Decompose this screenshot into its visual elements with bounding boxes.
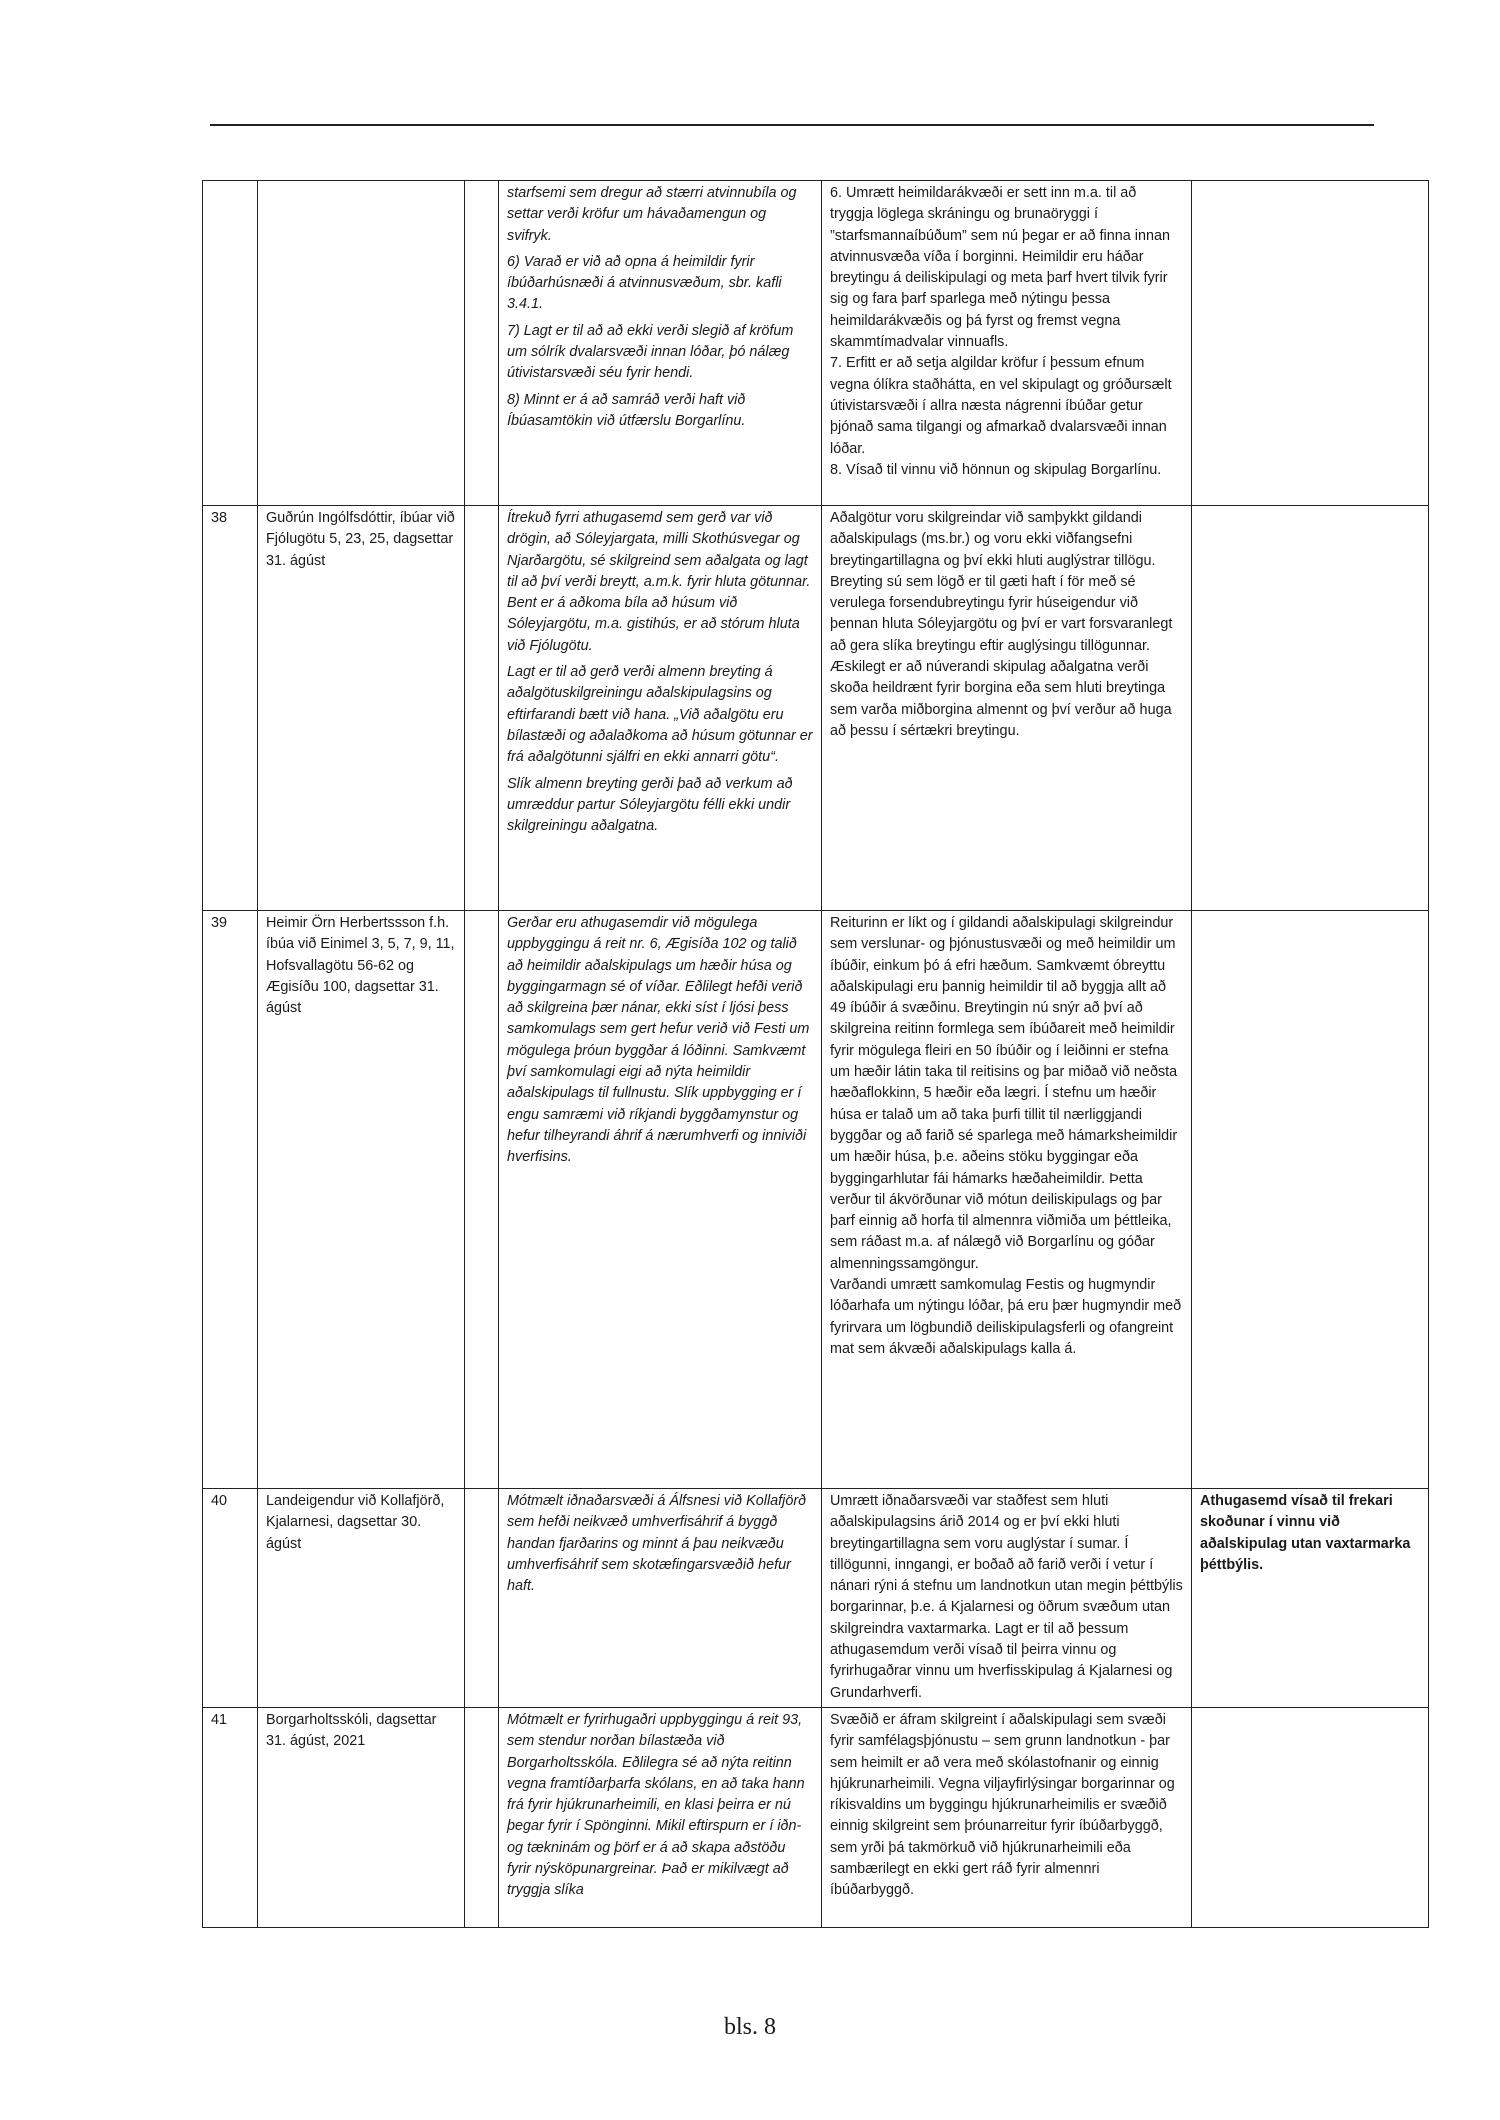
- answer-text: Æskilegt er að núverandi skipulag aðalgatna verði skoða heildrænt fyrir borgina eða sem hluti breytinga sem varða miðborgina almennt og því verður að huga að þessu í sértækri breytingu.: [830, 659, 1172, 739]
- comment-text: 6) Varað er við að opna á heimildir fyrir íbúðarhúsnæði á atvinnusvæðum, sbr. kafli 3.4.1.: [507, 253, 782, 313]
- answer-text: Varðandi umrætt samkomulag Festis og hugmyndir lóðarhafa um nýtingu lóðar, þá eru þær hugmyndir með fyrirvara um lögbundið deiliskipulagsferli og ofangreint mat sem ákvæði aðalskipulags kalla á.: [830, 1277, 1182, 1357]
- answer-cell: [822, 181, 1192, 506]
- answer-text: Reiturinn er líkt og í gildandi aðalskipulagi skilgreindur sem verslunar- og þjónustusvæði og með heimildir um íbúðir, einkum þó á efri hæðum. Samkvæmt óbreyttu aðalskipulagi eru þannig heimildir til að byggja allt að 49 íbúðir á svæðinu. Breytingin nú snýr að því að skilgreina reitinn formlega sem íbúðareit með heimildir fyrir mögulega fleiri en 50 íbúðir og í leiðinni er stefna um hæðir látin taka til reitisins og þar miðað við neðsta hæðaflokkinn, 5 hæðir eða lægri. Í stefnu um hæðir húsa er talað um að taka þurfi tillit til nærliggjandi byggðar og að farið sé sparlega með hámarksheimildir um hæðir húsa, þ.e. aðeins stöku byggingar eða byggingarhlutar fái hámarks hæðaheimildir. Þetta verður til ákvörðunar við mótun deiliskipulags og þar þarf einnig að horfa til almennra viðmiða um þéttleika, sem ráðast m.a. af nálægð við Borgarlínu og góðar almenningssamgöngur.: [830, 915, 1178, 1272]
- comment-text: Lagt er til að gerð verði almenn breyting á aðalgötuskilgreiningu aðalskipulagsins og eftirfarandi bætt við hana. „Við aðalgötu eru bílastæði og aðalaðkoma að húsum götunnar er frá aðalgötunni sjálfri en ekki annarri götu“.: [507, 664, 813, 766]
- comment-cell: [499, 1489, 822, 1708]
- answer-cell: [822, 506, 1192, 911]
- answer-cell: [822, 911, 1192, 1489]
- empty-column: [465, 1489, 499, 1708]
- comment-text: Ítrekuð fyrri athugasemd sem gerð var við drögin, að Sóleyjargata, milli Skothúsvegar og Njarðargötu, sé skilgreind sem aðalgata og lagt til að því verði breytt, a.m.k. fyrir hluta götunnar. Bent er á aðkoma bíla að húsum við Sóleyjargötu, m.a. gistihús, er að stórum hluta við Fjólugötu.: [507, 510, 811, 654]
- comments-table: [202, 180, 1429, 1928]
- table-row: [203, 1707, 1429, 1927]
- answer-text: Aðalgötur voru skilgreindar við samþykkt gildandi aðalskipulags (ms.br.) og voru ekki viðfangsefni breytingartillagna og því ekki hluti auglýstrar tillögu. Breyting sú sem lögð er til gæti haft í för með sé verulega forsendubreytingu fyrir húseigendur við þennan hluta Sóleyjargötu og því er vart forsvaranlegt að gera slíka breytingu eftir auglýsingu tillögunnar.: [830, 510, 1173, 654]
- conclusion-cell: Athugasemd vísað til frekari skoðunar í vinnu við aðalskipulag utan vaxtarmarka þéttbýlis.: [1192, 1489, 1429, 1708]
- comment-text: Gerðar eru athugasemdir við mögulega uppbyggingu á reit nr. 6, Ægisíða 102 og talið að heimildir aðalskipulags um hæðir húsa og byggingarmagn sé of víðar. Eðlilegt hefði verið að skilgreina þær nánar, ekki síst í ljósi þess samkomulags sem gert hefur verið við Festi um mögulega þróun byggðar á lóðinni. Samkvæmt því samkomulagi eigi að nýta heimildir aðalskipulags til fullnustu. Slík uppbygging er í engu samræmi við ríkjandi byggðamynstur og hefur tilheyrandi áhrif á nærumhverfi og inniviði hverfisins.: [507, 915, 810, 1166]
- empty-column: [465, 911, 499, 1489]
- comment-cell: [499, 506, 822, 911]
- answer-text: 7. Erfitt er að setja algildar kröfur í þessum efnum vegna ólíkra staðhátta, en vel skipulagt og gróðursælt útivistarsvæði í allra næsta nágrenni íbúðar getur þjónað sama tilgangi og afmarkað dvalarsvæði innan lóðar.: [830, 355, 1172, 457]
- row-number: 40: [203, 1489, 258, 1708]
- comment-text: Slík almenn breyting gerði það að verkum að umræddur partur Sóleyjargötu félli ekki undir skilgreiningu aðalgatna.: [507, 775, 793, 835]
- conclusion-cell: [1192, 506, 1429, 911]
- commenter-name: Borgarholtsskóli, dagsettar 31. ágúst, 2021: [258, 1707, 465, 1927]
- row-number: 39: [203, 911, 258, 1489]
- comment-cell: [499, 181, 822, 506]
- page-number: bls. 8: [723, 2014, 776, 2040]
- row-number: 41: [203, 1707, 258, 1927]
- row-number: [203, 181, 258, 506]
- comment-text: 7) Lagt er til að að ekki verði slegið af kröfum um sólrík dvalarsvæði innan lóðar, þó nálæg útivistarsvæði séu fyrir hendi.: [507, 322, 794, 382]
- answer-text: Svæðið er áfram skilgreint í aðalskipulagi sem svæði fyrir samfélagsþjónustu – sem grunn landnotkun - þar sem heimilt er að vera með skólastofnanir og einnig hjúkrunarheimili. Vegna viljayfirlýsingar borgarinnar og ríkisvaldins um byggingu hjúkrunarheimilis er svæðið einnig skilgreint sem þróunarreitur fyrir íbúðarbyggð, sem yrði þá takmörkuð við hjúkrunarheimili eða sambærilegt en ekki gert ráð fyrir almennri íbúðarbyggð.: [830, 1711, 1175, 1899]
- answer-cell: [822, 1489, 1192, 1708]
- commenter-name: Guðrún Ingólfsdóttir, íbúar við Fjólugötu 5, 23, 25, dagsettar 31. ágúst: [258, 506, 465, 911]
- empty-column: [465, 506, 499, 911]
- answer-text: 6. Umrætt heimildarákvæði er sett inn m.a. til að tryggja löglega skráningu og brunaöryggi í ”starfsmannaíbúðum” sem nú þegar er að finna innan atvinnusvæða víða í borginni. Heimildir eru háðar breytingu á deiliskipulagi og meta þarf hvert tilvik fyrir sig og fara þarf sparlega með nýtingu þessa heimildarákvæðis og þá fyrst og fremst vegna skammtímadvalar vinnuafls.: [830, 185, 1170, 351]
- answer-text: 8. Vísað til vinnu við hönnun og skipulag Borgarlínu.: [830, 461, 1162, 478]
- conclusion-cell: [1192, 1707, 1429, 1927]
- table-row: [203, 181, 1429, 506]
- table-row: [203, 1489, 1429, 1708]
- comment-text: starfsemi sem dregur að stærri atvinnubíla og settar verði kröfur um hávaðamengun og svifryk.: [507, 185, 797, 244]
- commenter-name: [258, 181, 465, 506]
- header-rule: [210, 124, 1374, 126]
- table-row: [203, 911, 1429, 1489]
- row-number: 38: [203, 506, 258, 911]
- empty-column: [465, 181, 499, 506]
- answer-cell: [822, 1707, 1192, 1927]
- comment-text: 8) Minnt er á að samráð verði haft við Íbúasamtökin við útfærslu Borgarlínu.: [507, 391, 746, 429]
- table-row: [203, 506, 1429, 911]
- comment-cell: [499, 1707, 822, 1927]
- empty-column: [465, 1707, 499, 1927]
- conclusion-cell: [1192, 181, 1429, 506]
- commenter-name: Landeigendur við Kollafjörð, Kjalarnesi, dagsettar 30. ágúst: [258, 1489, 465, 1708]
- comment-cell: [499, 911, 822, 1489]
- commenter-name: Heimir Örn Herbertssson f.h. íbúa við Einimel 3, 5, 7, 9, 11, Hofsvallagötu 56-62 og Ægisíðu 100, dagsettar 31. ágúst: [258, 911, 465, 1489]
- answer-text: Umrætt iðnaðarsvæði var staðfest sem hluti aðalskipulagsins árið 2014 og er því ekki hluti breytingartillagna sem voru auglýstar í sumar. Í tillögunni, inngangi, er boðað að farið verði í vetur í nánari rýni á stefnu um landnotkun utan megin þéttbýlis borgarinnar, þ.e. á Kjalarnesi og öðrum svæðum utan skilgreindra vaxtarmarka. Lagt er til að þessum athugasemdum verði vísað til þeirra vinnu og fyrirhugaðrar vinnu um hverfisskipulag á Kjalarnesi og Grundarhverfi.: [830, 1493, 1183, 1701]
- comment-text: Mótmælt iðnaðarsvæði á Álfsnesi við Kollafjörð sem hefði neikvæð umhverfisáhrif á byggð handan fjarðarins og minnt á þau neikvæðu umhverfisáhrif sem skotæfingarsvæðið hefur haft.: [507, 1493, 807, 1595]
- comment-text: Mótmælt er fyrirhugaðri uppbyggingu á reit 93, sem stendur norðan bílastæða við Borgarholtsskóla. Eðlilegra sé að nýta reitinn vegna framtíðarþarfa skólans, en að taka hann frá fyrir hjúkrunarheimili, en klasi þeirra er nú þegar fyrir í Spönginni. Mikil eftirspurn er í iðn- og tækninám og þörf er á að skapa aðstöðu fyrir nýsköpunargreinar. Það er mikilvægt að tryggja slíka: [507, 1711, 805, 1899]
- conclusion-cell: [1192, 911, 1429, 1489]
